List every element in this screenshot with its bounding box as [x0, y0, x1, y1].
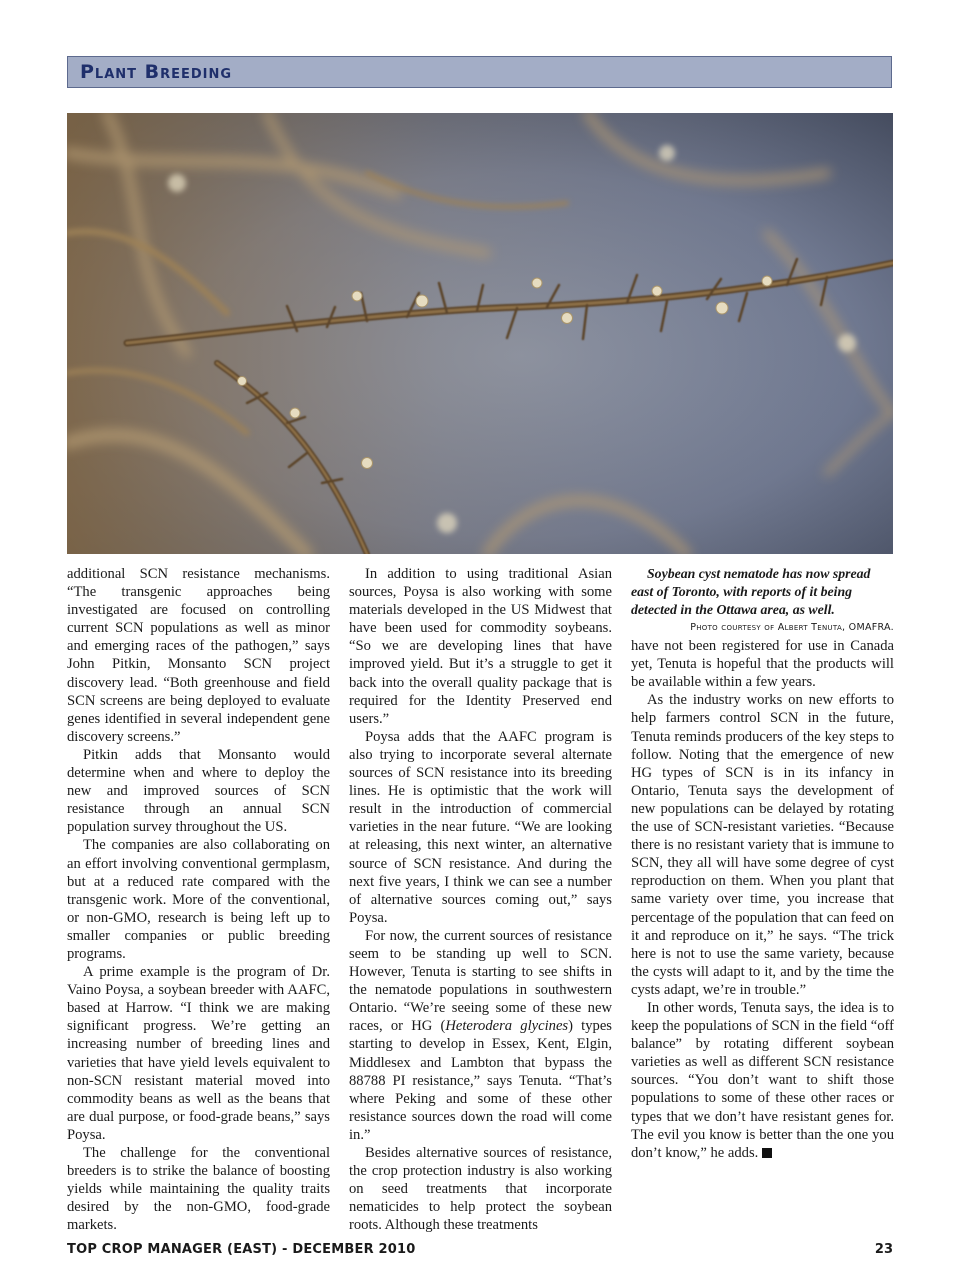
paragraph: In addition to using traditional Asian sources, Poysa is also working with some materials developed in the US Midwest that have been used for commodity soybeans. “So we are developing lines that have improved yield. But it’s a struggle to get it back into the overall quality package that is required for the Identity Preserved end users.”	[349, 566, 612, 727]
article-column-3	[631, 565, 894, 1162]
article-column-2	[349, 565, 612, 1234]
section-title: Plant Breeding	[80, 61, 233, 83]
photo-icon	[67, 113, 893, 554]
paragraph: The challenge for the conventional breeders is to strike the balance of boosting yields while maintaining the quality traits desired by the non-GMO, food-grade markets.	[67, 1145, 330, 1234]
paragraph: additional SCN resistance mechanisms. “The transgenic approaches being investigated are focused on controlling current SCN populations as well as minor and emerging races of the pathogen,” says John Pitkin, Monsanto SCN project discovery lead. “Both greenhouse and field SCN screens are being deployed to evaluate genes identified in several independent gene discovery screens.”	[67, 566, 330, 745]
paragraph: The companies are also collaborating on an effort involving conventional germplasm, but at a reduced rate compared with the transgenic work. More of the conventional, or non-GMO, research is being left up to smaller companies or public breeding programs.	[67, 837, 330, 962]
publication-footer: TOP CROP MANAGER (EAST) - DECEMBER 2010	[67, 1242, 416, 1257]
soybean-root-photo	[67, 113, 893, 554]
article-column-1	[67, 565, 330, 1234]
text-run: For now, the current sources of resistance seem to be standing up well to SCN. However, Tenuta is starting to see shifts in the nematode populations in southwestern Ontario. “We’re seeing some of these new races, or HG (	[349, 927, 612, 1035]
photo-credit: Photo courtesy of Albert Tenuta, OMAFRA.	[690, 622, 894, 633]
paragraph: As the industry works on new efforts to help farmers control SCN in the future, Tenuta reminds producers of the key steps to follow. Noting that the emergence of new HG types of SCN is in its infancy in Ontario, Tenuta says the development of new populations can be delayed by rotating the use of SCN-resistant varieties. “Because there is no resistant variety that is immune to SCN, they all will have some degree of cyst reproduction on them. When you plant that same variety over time, you increase that percentage of the population that can feed on it and reproduce on it,” he says. “The trick here is not to use the same variety, because the cysts will adapt to it, and by the time the cysts adapt, we’re in trouble.”	[631, 692, 894, 998]
paragraph	[349, 927, 612, 1144]
photo-caption: Soybean cyst nematode has now spread east of Toronto, with reports of it being detected in the Ottawa area, as well.	[631, 566, 871, 617]
paragraph: have not been registered for use in Canada yet, Tenuta is hopeful that the products will be available within a few years.	[631, 638, 894, 691]
text-run: ) types starting to develop in Essex, Kent, Elgin, Middlesex and Lambton that bypass the 88788 PI resistance,” says Tenuta. “That’s where Peking and some of these other resistance sources down the road will come in.”	[349, 1018, 612, 1143]
species-name: Heterodera glycines	[445, 1018, 569, 1035]
page-number: 23	[874, 1242, 893, 1257]
end-of-article-mark	[762, 1148, 772, 1158]
paragraph	[631, 999, 894, 1162]
paragraph: Poysa adds that the AAFC program is also trying to incorporate several alternate sources of SCN resistance into its breeding lines. He is optimistic that the work will result in the introduction of commercial varieties in the near future. “We are looking at releasing, this next winter, an alternative source of SCN resistance. And during the next five years, I think we can see a number of alternative sources coming out,” says Poysa.	[349, 728, 612, 926]
paragraph: Besides alternative sources of resistance, the crop protection industry is also working on seed treatments that incorporate nematicides to help protect the soybean roots. Although these treatments	[349, 1145, 612, 1234]
paragraph: Pitkin adds that Monsanto would determine when and where to deploy the new and improved sources of SCN resistance through an annual SCN population survey throughout the US.	[67, 746, 330, 836]
paragraph: A prime example is the program of Dr. Vaino Poysa, a soybean breeder with AAFC, based at Harrow. “I think we are making significant progress. We’re getting an increasing number of breeding lines and varieties that have yield levels equivalent to non-SCN resistant material moved into commodity beans as well as the beans that are dual purpose, or food-grade beans,” says Poysa.	[67, 964, 330, 1143]
section-banner	[67, 56, 892, 88]
text-run: In other words, Tenuta says, the idea is to keep the populations of SCN in the field “off balance” by rotating different soybean varieties as well as different SCN resistance sources. “You don’t want to shift those populations to some of these other races or types that we don’t have resistant genes for. The evil you know is better than the one you don’t know,” he adds.	[631, 999, 894, 1161]
